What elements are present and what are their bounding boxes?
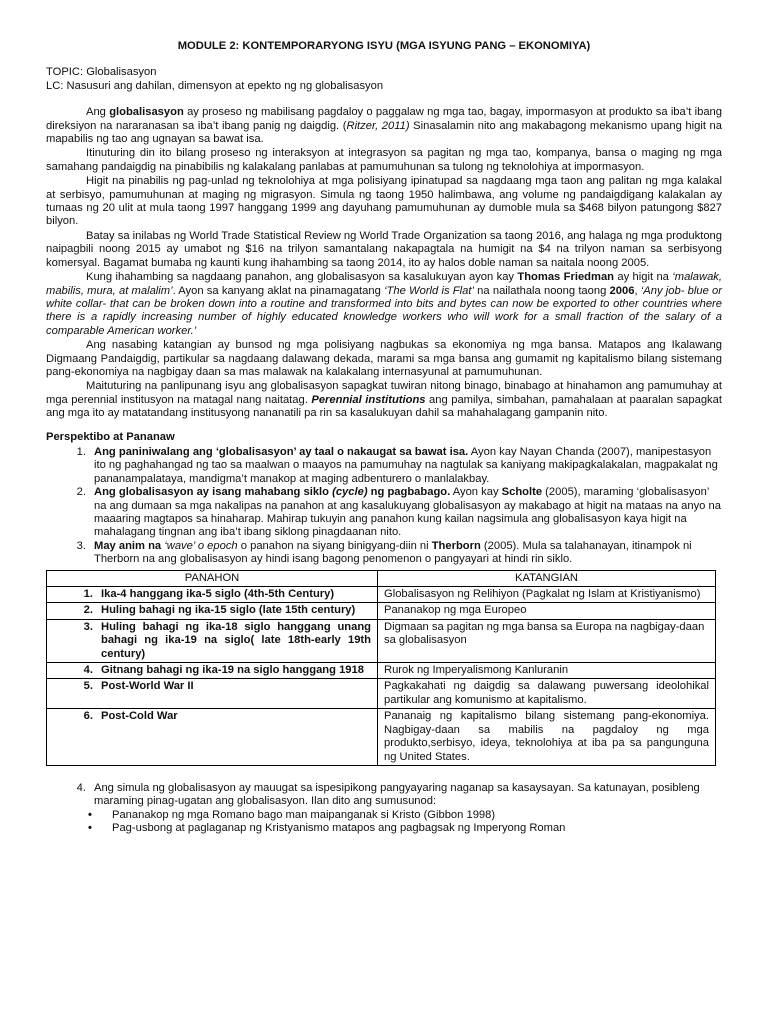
list-item: • Pananakop ng mga Romano bago man maipanganak si Kristo (Gibbon 1998)	[86, 809, 722, 822]
module-title: MODULE 2: KONTEMPORARYONG ISYU (MGA ISYUNG PANG – EKONOMIYA)	[177, 40, 591, 52]
list-item: 1. Ang paniniwalang ang ‘globalisasyon’ ay taal o nakaugat sa bawat isa. Ayon kay Nayan Chanda (2007), manipestasyon ito ng paghahangad ng tao sa maalwan o maayos na pamumuhay na nagtulak sa kaniyang makipagkalakalan, magpakalat ng pananampalataya, mandigma’t manakop at maging adbenturero o manlalakbay.	[76, 445, 718, 485]
table-row: 3. Huling bahagi ng ika-18 siglo hanggang unang bahagi ng ika-19 na siglo( late 18th-early 19th century) Digmaan sa pagitan ng mga bansa sa Europa na nagbigay-daan sa globalisasyon	[47, 619, 716, 662]
list-item-4: 4. Ang simula ng globalisasyon ay mauugat sa ispesipikong pangyayaring naganap sa kasaysayan. Sa katunayan, posibleng maraming pinag-ugatan ang globalisasyon. Ilan dito ang sumusunod:	[76, 781, 700, 808]
section-heading-perspektibo: Perspektibo at Pananaw	[46, 430, 175, 443]
origins-bullet-list	[46, 809, 722, 836]
list-item: • Pag-usbong at paglaganap ng Kristyanismo matapos ang pagbagsak ng Imperyong Roman	[86, 822, 722, 835]
topic-label: TOPIC: Globalisasyon	[46, 66, 157, 79]
paragraph-friedman: Kung ihahambing sa nagdaang panahon, ang globalisasyon sa kasalukuyan ayon kay Thomas Friedman ay higit na ‘malawak, mabilis, mura, at malalim’. Ayon sa kanyang aklat na pinamagatang ‘The World is Flat’ na nailathala noong taong 2006, ‘Any job- blue or white collar- that can be broken down into a routine and transformed into bits and bytes can now be exported to other countries where there is a rapidly increasing number of highly educated knowledge workers who will work for a small fraction of the salary of a comparable American worker.’	[46, 271, 723, 337]
friedman-quote: ‘Any job- blue or white collar- that can be broken down into a routine and transformed into bits and bytes can now be exported to other countries where there is a rapidly increasing number of highly educated knowledge workers who will work for a small fraction of the salary of a comparable American worker.’	[46, 284, 722, 337]
table-row: 6. Post-Cold War Pananaig ng kapitalismo bilang sistemang pang-ekonomiya. Nagbigay-daan sa mabilis na pagdaloy ng mga produkto,serbisyo, ideya, teknolohiya at iba pa sa pangunguna ng United States.	[47, 709, 716, 766]
paragraph-capitalism: Ang nasabing katangian ay bunsod ng mga polisiyang nagbukas sa ekonomiya ng mga bansa. Matapos ang Ikalawang Digmaang Pandaigdig, partikular sa nagdaang dalawang dekada, marami sa mga bansa ang gumamit ng kapitalismo bilang sistemang pang-ekonomiya na nagbigay daan sa mas malawak na kalakalang internasyunal at pamumuhunan.	[46, 339, 722, 378]
table-header-row	[47, 570, 716, 586]
citation: Ritzer, 2011)	[346, 119, 410, 132]
table-row: 1. Ika-4 hanggang ika-5 siglo (4th-5th Century) Globalisasyon ng Relihiyon (Pagkalat ng Islam at Kristiyanismo)	[47, 587, 716, 603]
table-row: 5. Post-World War II Pagkakahati ng daigdig sa dalawang puwersang ideolohikal partikular ang komunismo at kapitalismo.	[47, 679, 716, 709]
author-name: Thomas Friedman	[517, 271, 615, 284]
keyword-globalisasyon: globalisasyon	[109, 106, 184, 119]
list-item: 2. Ang globalisasyon ay isang mahabang siklo (cycle) ng pagbabago. Ayon kay Scholte (2005), maraming ‘globalisasyon’ na ang dumaan sa mga nakalipas na panahon at ang kasalukuyang globalisasyon ay makabago at higit na mataas na anyo na maaaring magtapos sa hinaharap. Mahirap tukuyin ang panahon kung kailan nagsimula ang globalisasyon kaya higit na mahalagang tingnan ang iba’t ibang siklong pinagdaanan nito.	[76, 486, 721, 539]
table-row: 2. Huling bahagi ng ika-15 siglo (late 15th century) Pananakop ng mga Europeo	[47, 603, 716, 619]
paragraph-definition: Ang globalisasyon ay proseso ng mabilisang pagdaloy o paggalaw ng mga tao, bagay, impormasyon at produkto sa iba’t ibang direksiyon na nararanasan sa iba’t ibang panig ng daigdig. (Ritzer, 2011) Sinasalamin nito ang makabagong mekanismo upang higit na mapabilis ng tao ang ugnayan sa bawat isa.	[46, 106, 722, 146]
paragraph-perennial: Maituturing na panlipunang isyu ang globalisasyon sapagkat tuwiran nitong binago, binabago at hinahamon ang pamumuhay at mga perennial institusyon na matagal nang naitatag. Perennial institutions ang pamilya, simbahan, pamahalaan at paaralan sapagkat ang mga ito ay matatandang institusyong nananatili pa rin sa kasalukuyan dahil sa mahahalagang gampanin nito.	[46, 380, 722, 420]
book-title: ‘The World is Flat’	[384, 284, 474, 297]
paragraph-interaction: Itinuturing din ito bilang proseso ng interaksyon at integrasyon sa pagitan ng mga tao, kompanya, bansa o maging ng mga samahang pandaigdig na pinabibilis ng kalakalang panlabas at pamumuhunan sa tulong ng teknolohiya at impormasyon.	[46, 147, 722, 173]
list-item: 3. May anim na ‘wave’ o epoch o panahon na siyang binigyang-diin ni Therborn (2005). Mula sa talahanayan, itinampok ni Therborn na ang globalisasyon ay hindi isang bagong penomenon o pangyayari at hindi rin siklo.	[76, 539, 692, 566]
paragraph-wto-review: Batay sa inilabas ng World Trade Statistical Review ng World Trade Organization sa taong 2016, ang halaga ng mga produktong naipagbili noong 2015 ay umabot ng $16 na trilyon samantalang nakapagtala na humigit na $4 na trilyon naman sa serbisyong komersyal. Bagamat bumaba ng kaunti kung ihahambing sa taong 2014, ito ay halos doble naman sa naitala noong 2005.	[46, 229, 722, 269]
perspective-list	[46, 446, 722, 567]
learning-competency: LC: Nasusuri ang dahilan, dimensyon at epekto ng ng globalisasyon	[46, 79, 384, 92]
table-row: 4. Gitnang bahagi ng ika-19 na siglo hanggang 1918 Rurok ng Imperyalismong Kanluranin	[47, 663, 716, 679]
perennial-institutions-term: Perennial institutions	[311, 393, 426, 406]
column-header-panahon: PANAHON	[47, 570, 378, 586]
column-header-katangian: KATANGIAN	[378, 570, 716, 586]
paragraph-technology: Higit na pinabilis ng pag-unlad ng teknolohiya at mga polisiyang ipinatupad sa nagdaang mga taon ang palitan ng mga kalakal at serbisyo, pamumuhunan at maging ng migrasyon. Simula ng taong 1950 halimbawa, ang volume ng pandaigdigang kalakalan ay tumaas ng 20 ulit at mula taong 1997 hanggang 1999 ang dayuhang pamumuhunan ay dumoble mula sa $468 bilyon patungong $827 bilyon.	[46, 175, 722, 228]
therborn-waves-table	[46, 570, 716, 766]
